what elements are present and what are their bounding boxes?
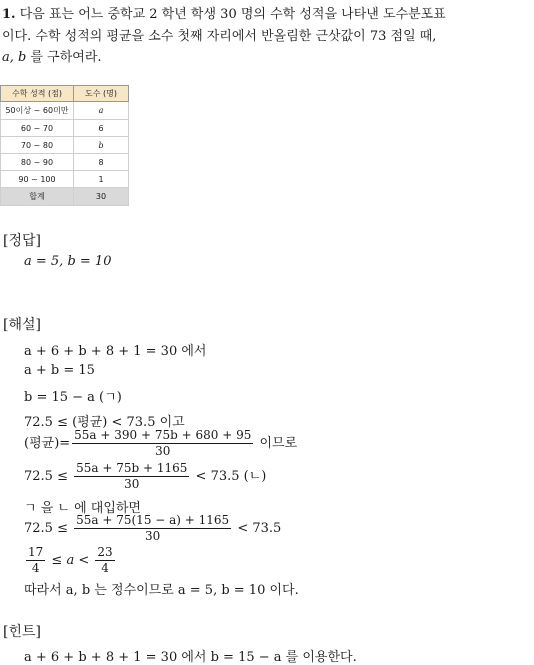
solution-step-3: b = 15 − a (ㄱ) [24,390,122,405]
table-cell-score: 60 ~ 70 [1,120,74,137]
mean-fraction [72,428,253,459]
table-cell-score: 50이상 ~ 60미만 [1,102,74,120]
fraction-denominator: 30 [145,529,161,543]
solution-step-2: a + b = 15 [24,363,95,378]
solution-step-4: 72.5 ≤ (평균) < 73.5 이고 [24,415,185,430]
inequality-left: 72.5 ≤ [24,469,68,484]
solution-step-8 [24,513,281,544]
table-cell-score: 90 ~ 100 [1,171,74,188]
question-text-1: 다음 표는 어느 중학교 2 학년 학생 30 명의 수학 성적을 나타낸 도수분포표 [19,7,446,22]
fraction-numerator: 23 [97,545,113,559]
lower-bound-fraction [26,545,45,576]
fraction-numerator: 17 [28,545,44,559]
frequency-table [0,85,129,206]
table-total-row [1,188,129,206]
solution-step-9 [24,545,117,576]
table-row [1,120,129,137]
solution-step-7: ㄱ 을 ㄴ 에 대입하면 [24,501,141,516]
table-header-row [1,86,129,102]
table-header-score: 수학 성적 (점) [1,86,74,102]
question-text-3: 를 구하여라. [30,50,102,65]
solution-step-10: 따라서 a, b 는 정수이므로 a = 5, b = 10 이다. [24,583,299,598]
table-cell-frequency: 1 [74,171,129,188]
inequality-fraction [74,461,189,492]
question-text-2: 이다. 수학 성적의 평균을 소수 첫째 자리에서 반올림한 근삿값이 73 점일 때, [2,29,437,44]
table-total-label: 합계 [1,188,74,206]
fraction-denominator: 30 [124,477,140,491]
fraction-denominator: 4 [31,561,40,575]
table-row [1,171,129,188]
table-cell-score: 70 ~ 80 [1,137,74,154]
fraction-numerator: 55a + 75(15 − a) + 1165 [76,513,230,527]
table-cell-score: 80 ~ 90 [1,154,74,171]
table-row [1,102,129,120]
question-line-1 [2,6,446,24]
question-line-2 [2,28,436,46]
fraction-denominator: 4 [101,561,109,575]
table-total-value: 30 [74,188,129,206]
solution-label: [해설] [3,317,41,333]
table-cell-frequency: a [74,102,129,120]
question-variables: a, b [2,50,27,65]
question-line-3 [2,49,102,67]
mean-label: (평균)= [24,436,71,451]
inequality-right: < 73.5 [237,521,282,536]
fraction-numerator: 55a + 390 + 75b + 680 + 95 [74,428,252,442]
solution-step-6 [24,461,266,492]
solution-step-5 [24,428,297,459]
table-cell-frequency: b [74,137,129,154]
bound-relation: ≤ a < [51,553,90,568]
substituted-fraction [74,513,231,544]
question-number: 1. [2,7,16,22]
table-cell-frequency: 6 [74,120,129,137]
table-row [1,137,129,154]
inequality-left: 72.5 ≤ [24,521,68,536]
solution-step-1: a + 6 + b + 8 + 1 = 30 에서 [24,344,207,359]
upper-bound-fraction [95,545,114,576]
fraction-denominator: 30 [155,444,171,458]
answer-label: [정답] [3,233,41,249]
step-suffix: 이므로 [259,436,298,451]
hint-text: a + 6 + b + 8 + 1 = 30 에서 b = 15 − a 를 이용한다. [24,650,357,665]
fraction-numerator: 55a + 75b + 1165 [76,461,188,475]
table-row [1,154,129,171]
answer-value: a = 5, b = 10 [24,254,112,269]
inequality-right: < 73.5 (ㄴ) [195,469,267,484]
hint-label: [힌트] [3,624,41,640]
table-cell-frequency: 8 [74,154,129,171]
table-header-frequency: 도수 (명) [74,86,129,102]
